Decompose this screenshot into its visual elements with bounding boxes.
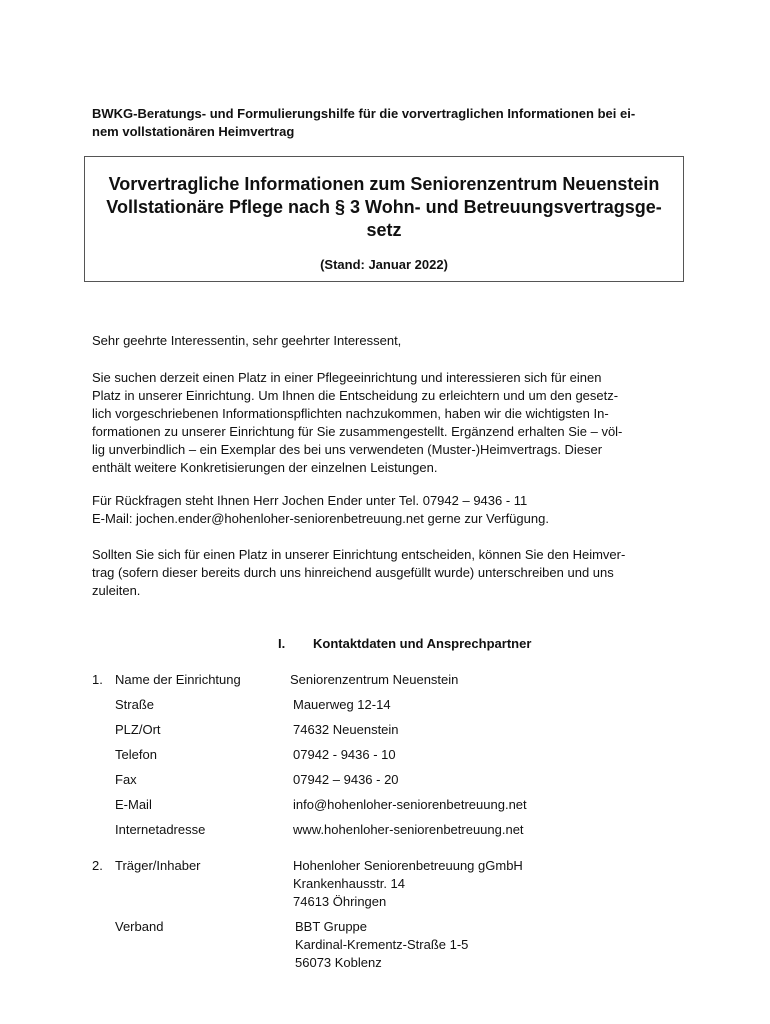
paragraph-line: trag (sofern dieser bereits durch uns hinreichend ausgefüllt wurde) unterschreiben und uns [92,565,614,580]
value-internet: www.hohenloher-seniorenbetreuung.net [293,822,524,837]
label-strasse: Straße [115,697,155,712]
label-internet: Internetadresse [115,822,206,837]
item-number-2: 2. [92,858,103,873]
paragraph-line: formationen zu unserer Einrichtung für Sie zusammengestellt. Ergänzend erhalten Sie – völ- [92,424,623,439]
title-line-3: setz [366,220,402,240]
paragraph-line: Für Rückfragen steht Ihnen Herr Jochen Ender unter Tel. 07942 – 9436 - 11 [92,493,528,508]
value-name: Seniorenzentrum Neuenstein [290,672,459,687]
title-line-1: Vorvertragliche Informationen zum Seniorenzentrum Neuenstein [108,174,660,194]
traeger-line: 74613 Öhringen [293,894,387,909]
paragraph-line: lich vorgeschriebenen Informationspflichten nachzukommen, haben wir die wichtigsten In- [92,406,609,421]
value-telefon: 07942 - 9436 - 10 [293,747,396,762]
paragraph-line: E-Mail: jochen.ender@hohenloher-seniorenbetreuung.net gerne zur Verfügung. [92,511,549,526]
value-fax: 07942 – 9436 - 20 [293,772,399,787]
label-name: Name der Einrichtung [115,672,241,687]
paragraph-line: zuleiten. [92,583,141,598]
paragraph-line: Sie suchen derzeit einen Platz in einer Pflegeeinrichtung und interessieren sich für einen [92,370,602,385]
paragraph-line: enthält weitere Konkretisierungen der einzelnen Leistungen. [92,460,438,475]
document-header-note [92,105,672,141]
section-title: Kontaktdaten und Ansprechpartner [313,636,532,651]
paragraph-line: Platz in unserer Einrichtung. Um Ihnen die Entscheidung zu erleichtern und um den gesetz- [92,388,619,403]
label-email: E-Mail [115,797,152,812]
value-strasse: Mauerweg 12-14 [293,697,391,712]
paragraph-line: Sollten Sie sich für einen Platz in unserer Einrichtung entscheiden, können Sie den Heimver- [92,547,626,562]
document-title [85,173,683,242]
verband-line: 56073 Koblenz [295,955,382,970]
value-traeger [293,857,523,911]
label-traeger: Träger/Inhaber [115,858,201,873]
paragraph-intro [92,369,672,477]
header-note-line-1: BWKG-Beratungs- und Formulierungshilfe für die vorvertraglichen Informationen bei ei- [92,106,636,121]
stand-date: (Stand: Januar 2022) [320,257,448,272]
label-verband: Verband [115,919,164,934]
label-fax: Fax [115,772,137,787]
traeger-line: Krankenhausstr. 14 [293,876,406,891]
value-plz-ort: 74632 Neuenstein [293,722,399,737]
paragraph-line: lig unverbindlich – ein Exemplar des bei uns verwendeten (Muster-)Heimvertrags. Dieser [92,442,603,457]
item-number-1: 1. [92,672,103,687]
value-email: info@hohenloher-seniorenbetreuung.net [293,797,527,812]
traeger-line: Hohenloher Seniorenbetreuung gGmbH [293,858,523,873]
salutation: Sehr geehrte Interessentin, sehr geehrter Interessent, [92,333,402,348]
verband-line: BBT Gruppe [295,919,368,934]
header-note-line-2: nem vollstationären Heimvertrag [92,124,295,139]
title-box [84,156,684,282]
value-verband [295,918,468,972]
section-number: I. [278,636,286,651]
paragraph-closing [92,546,672,600]
title-line-2: Vollstationäre Pflege nach § 3 Wohn- und Betreuungsvertragsge- [106,197,662,217]
verband-line: Kardinal-Krementz-Straße 1-5 [295,937,469,952]
label-telefon: Telefon [115,747,157,762]
label-plz-ort: PLZ/Ort [115,722,161,737]
paragraph-contact [92,492,672,528]
